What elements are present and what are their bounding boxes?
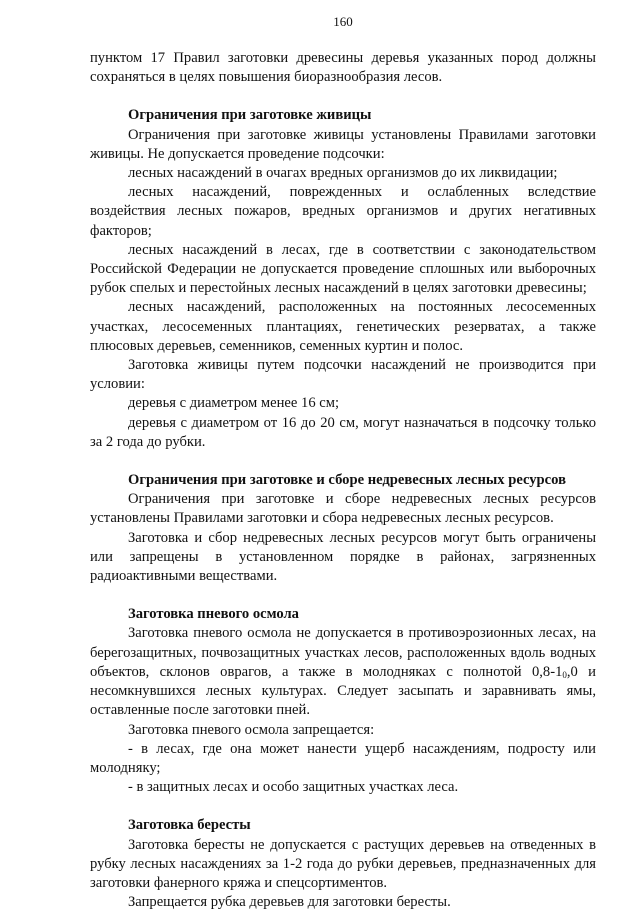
- section-heading: Ограничения при заготовке живицы: [128, 107, 372, 124]
- paragraph: Заготовка и сбор недревесных лесных ресурсов могут быть ограничены или запрещены в установленном порядке в районах, загрязненных радиоактивными веществами.: [90, 529, 596, 585]
- paragraph: деревья с диаметром от 16 до 20 см, могут назначаться в подсочку только за 2 года до рубки.: [90, 414, 596, 450]
- intro-paragraph: пунктом 17 Правил заготовки древесины деревья указанных пород должны сохраняться в целях повышения биоразнообразия лесов.: [90, 50, 596, 86]
- section-heading: Ограничения при заготовке и сборе недревесных лесных ресурсов: [128, 472, 566, 489]
- paragraph: лесных насаждений, поврежденных и ослабленных вследствие воздействия лесных пожаров, вредных организмов и других негативных факторов;: [90, 184, 596, 239]
- paragraph-text: Заготовка пневого осмола не допускается в противоэрозионных лесах, на берегозащитных, почвозащитных участках лесов, расположенных вдоль водных объектов, склонов оврагов, а также в молодняках с полнотой 0,8-1: [90, 625, 596, 680]
- paragraph: - в защитных лесах и особо защитных участках леса.: [128, 779, 459, 796]
- paragraph: - в лесах, где она может нанести ущерб насаждениям, подросту или молодняку;: [90, 740, 596, 776]
- section-non-timber: [90, 471, 596, 586]
- section-heading: Заготовка бересты: [128, 817, 251, 834]
- section-resin: [90, 106, 596, 452]
- subscript: 0: [562, 669, 567, 680]
- paragraph: Ограничения при заготовке и сборе недревесных лесных ресурсов установлены Правилами заготовки и сбора недревесных лесных ресурсов.: [90, 491, 596, 527]
- paragraph: Заготовка бересты не допускается с растущих деревьев на отведенных в рубку лесных насаждениях за 1-2 года до рубки деревьев, предназначенных для заготовки фанерного кряжа и спецсортиментов.: [90, 836, 596, 891]
- section-stump-resin: [90, 605, 596, 797]
- paragraph: Заготовка живицы путем подсочки насаждений не производится при условии:: [90, 357, 596, 393]
- paragraph: Ограничения при заготовке живицы установлены Правилами заготовки живицы. Не допускается проведение подсочки:: [90, 126, 596, 162]
- page-number: 160: [333, 14, 353, 29]
- paragraph: Запрещается рубка деревьев для заготовки бересты.: [128, 894, 451, 911]
- paragraph: [90, 624, 596, 720]
- section-heading: Заготовка пневого осмола: [128, 606, 299, 623]
- paragraph: лесных насаждений в лесах, где в соответствии с законодательством Российской Федерации не допускается проведение сплошных или выборочных рубок спелых и перестойных лесных насаждений в целях заготовки древесины;: [90, 241, 596, 297]
- document-page: [90, 14, 596, 912]
- paragraph-text: ,0 и несомкнувшихся лесных культурах. Следует засыпать и заравнивать ямы, оставленные после заготовки пней.: [90, 663, 596, 719]
- paragraph: лесных насаждений, расположенных на постоянных лесосеменных участках, лесосеменных плантациях, генетических резерватах, а также плюсовых деревьев, семенников, семенных куртин и полос.: [90, 299, 596, 354]
- section-birch-bark: [90, 816, 596, 912]
- paragraph: лесных насаждений в очагах вредных организмов до их ликвидации;: [128, 165, 558, 182]
- paragraph: Заготовка пневого осмола запрещается:: [128, 721, 375, 738]
- paragraph: деревья с диаметром менее 16 см;: [128, 395, 340, 412]
